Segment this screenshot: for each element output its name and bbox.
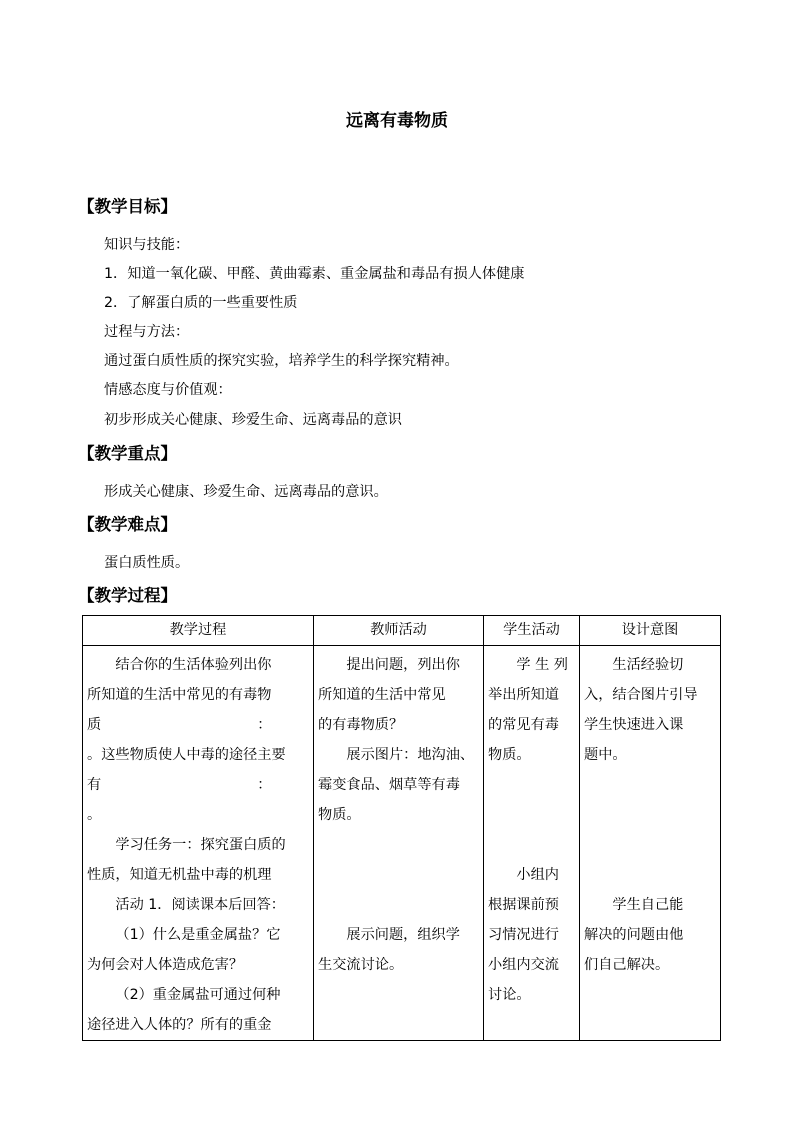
teacher-activity-cell [314,646,484,1041]
cell-line: 。这些物质使人中毒的途径主要 [87,747,286,763]
difficulties-text: 蛋白质性质。 [104,555,190,571]
cell-line: 途径进入人体的？所有的重金 [87,1017,272,1033]
cell-line: 们自己解决。 [584,957,670,973]
cell-line: 学生快速进入课 [584,717,684,733]
cell-line: 性质，知道无机盐中毒的机理 [87,867,272,883]
cell-line: 学 生 列 [516,657,568,673]
goals-line: 知识与技能： [104,237,190,253]
design-intent-cell [580,646,721,1041]
table-header-student: 学生活动 [484,616,580,646]
cell-line: 所知道的生活中常见的有毒物 [87,687,272,703]
goals-line: 2．了解蛋白质的一些重要性质 [104,295,298,311]
cell-line: 展示问题，组织学 [346,927,460,943]
cell-line: 举出所知道 [488,687,559,703]
table-header-process: 教学过程 [83,616,314,646]
cell-line: 结合你的生活体验列出你 [115,657,272,673]
cell-line: 质 ： [87,717,272,733]
cell-line: 的有毒物质？ [318,717,404,733]
table-row [83,646,721,1041]
cell-line: 题中。 [584,747,627,763]
section-heading-process: 【教学过程】 [78,586,177,605]
cell-line: 讨论。 [488,987,531,1003]
table-header-teacher: 教师活动 [314,616,484,646]
cell-line: 霉变食品、烟草等有毒 [318,777,460,793]
cell-line: （2）重金属盐可通过何种 [115,987,281,1003]
cell-line: 物质。 [318,807,361,823]
cell-line: 入，结合图片引导 [584,687,698,703]
goals-line: 过程与方法： [104,324,190,340]
cell-line: 为何会对人体造成危害？ [87,957,244,973]
cell-line: 学生自己能 [612,897,684,913]
lesson-process-table [82,615,721,1041]
cell-line: 生活经验切 [612,657,684,673]
cell-line: 根据课前预 [488,897,559,913]
section-heading-goals: 【教学目标】 [78,197,177,216]
process-cell [83,646,314,1041]
cell-line: 解决的问题由他 [584,927,684,943]
cell-line: 物质。 [488,747,531,763]
cell-line: 活动 1．阅读课本后回答： [115,897,285,913]
student-activity-cell [484,646,580,1041]
goals-line: 1．知道一氧化碳、甲醛、黄曲霉素、重金属盐和毒品有损人体健康 [104,266,525,282]
cell-line: 有 ： [87,777,272,793]
cell-line: 提出问题，列出你 [346,657,460,673]
page-title: 远离有毒物质 [346,111,448,131]
section-heading-key-points: 【教学重点】 [78,444,177,463]
goals-line: 初步形成关心健康、珍爱生命、远离毒品的意识 [104,412,402,428]
cell-line: 的常见有毒 [488,717,559,733]
cell-line: 小组内 [516,867,559,883]
table-header-intent: 设计意图 [580,616,721,646]
cell-line: 生交流讨论。 [318,957,404,973]
cell-line: 。 [87,807,102,823]
cell-line: （1）什么是重金属盐？它 [115,927,281,943]
cell-line: 小组内交流 [488,957,559,973]
cell-line: 所知道的生活中常见 [318,687,446,703]
cell-line: 展示图片：地沟油、 [346,747,475,763]
goals-line: 情感态度与价值观： [104,382,232,398]
section-heading-difficulties: 【教学难点】 [78,515,177,534]
goals-line: 通过蛋白质性质的探究实验，培养学生的科学探究精神。 [104,353,459,369]
key-points-text: 形成关心健康、珍爱生命、远离毒品的意识。 [104,484,388,500]
cell-line: 习情况进行 [488,927,559,943]
cell-line: 学习任务一：探究蛋白质的 [115,837,286,853]
